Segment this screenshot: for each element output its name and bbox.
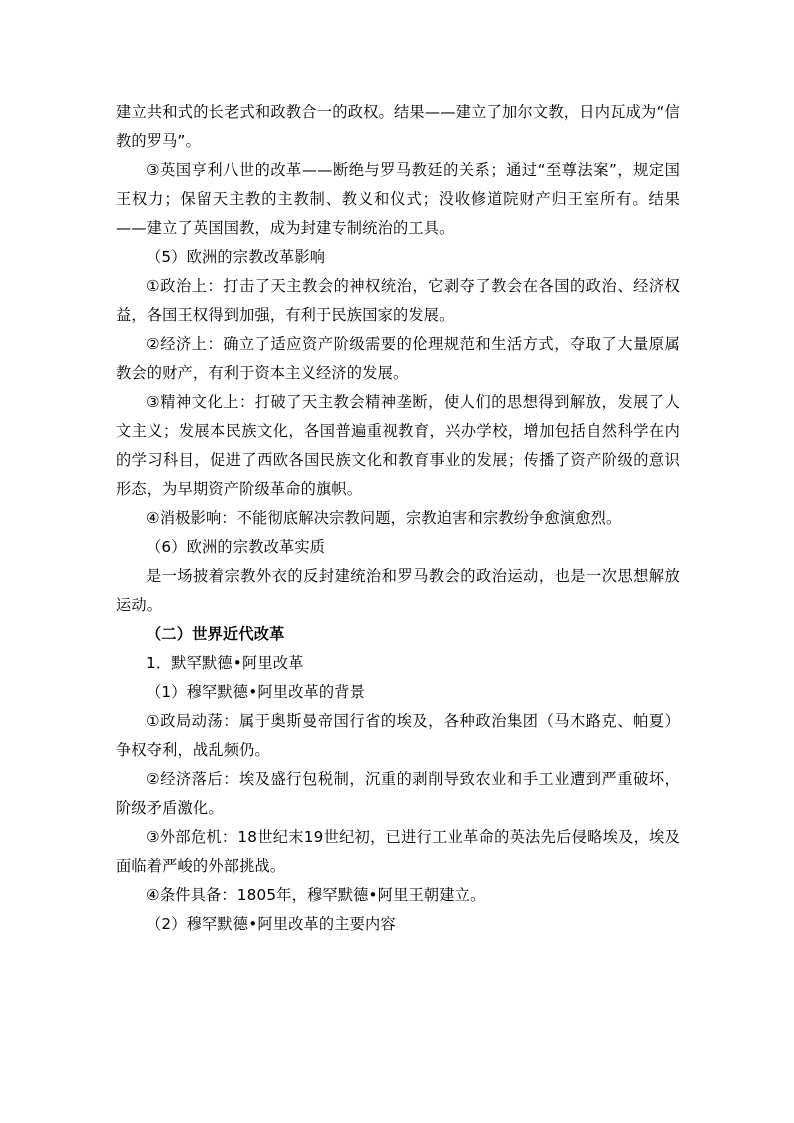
paragraph-economic-backward: ②经济落后：埃及盛行包税制，沉重的剥削导致农业和手工业遭到严重破坏，阶级矛盾激化。 — [116, 770, 680, 817]
paragraph-1: 建立共和式的长老式和政教合一的政权。结果——建立了加尔文教，日内瓦成为“信教的罗马”。 — [116, 103, 680, 150]
paragraph-negative: ④消极影响：不能彻底解决宗教问题，宗教迫害和宗教纷争愈演愈烈。 — [146, 509, 622, 527]
paragraph-2: ③英国亨利八世的改革——断绝与罗马教廷的关系；通过“至尊法案”，规定国王权力；保留天主教的主教制、教义和仪式；没收修道院财产归王室所有。结果——建立了英国国教，成为封建专制统治的工具。 — [116, 161, 680, 237]
paragraph-external-crisis: ③外部危机：18世纪末19世纪初，已进行工业革命的英法先后侵略埃及，埃及面临着严峻的外部挑战。 — [116, 828, 680, 875]
chapter-heading: （二）世界近代改革 — [146, 625, 285, 643]
paragraph-conditions: ④条件具备：1805年，穆罕默德•阿里王朝建立。 — [146, 886, 486, 904]
section-heading-5: （5）欧洲的宗教改革影响 — [146, 248, 326, 266]
section-heading-content: （2）穆罕默德•阿里改革的主要内容 — [146, 915, 396, 933]
paragraph-cultural: ③精神文化上：打破了天主教会精神垄断，使人们的思想得到解放，发展了人文主义；发展本民族文化，各国普遍重视教育，兴办学校，增加包括自然科学在内的学习科目，促进了西欧各国民族文化和教育事业的发展；传播了资产阶级的意识形态，为早期资产阶级革命的旗帜。 — [116, 393, 680, 498]
section-heading-6: （6）欧洲的宗教改革实质 — [146, 538, 326, 556]
paragraph-economic: ②经济上：确立了适应资产阶级需要的伦理规范和生活方式，夺取了大量原属教会的财产，有利于资本主义经济的发展。 — [116, 335, 680, 382]
paragraph-political: ①政治上：打击了天主教会的神权统治，它剥夺了教会在各国的政治、经济权益，各国王权得到加强，有利于民族国家的发展。 — [116, 277, 680, 324]
section-heading-background: （1）穆罕默德•阿里改革的背景 — [146, 683, 366, 701]
document-page — [116, 98, 680, 939]
paragraph-essence: 是一场披着宗教外衣的反封建统治和罗马教会的政治运动，也是一次思想解放运动。 — [116, 567, 680, 614]
paragraph-political-unrest: ①政局动荡：属于奥斯曼帝国行省的埃及，各种政治集团（马木路克、帕夏）争权夺利，战乱频仍。 — [116, 712, 680, 759]
subsection-heading-1: 1．默罕默德•阿里改革 — [146, 654, 304, 672]
